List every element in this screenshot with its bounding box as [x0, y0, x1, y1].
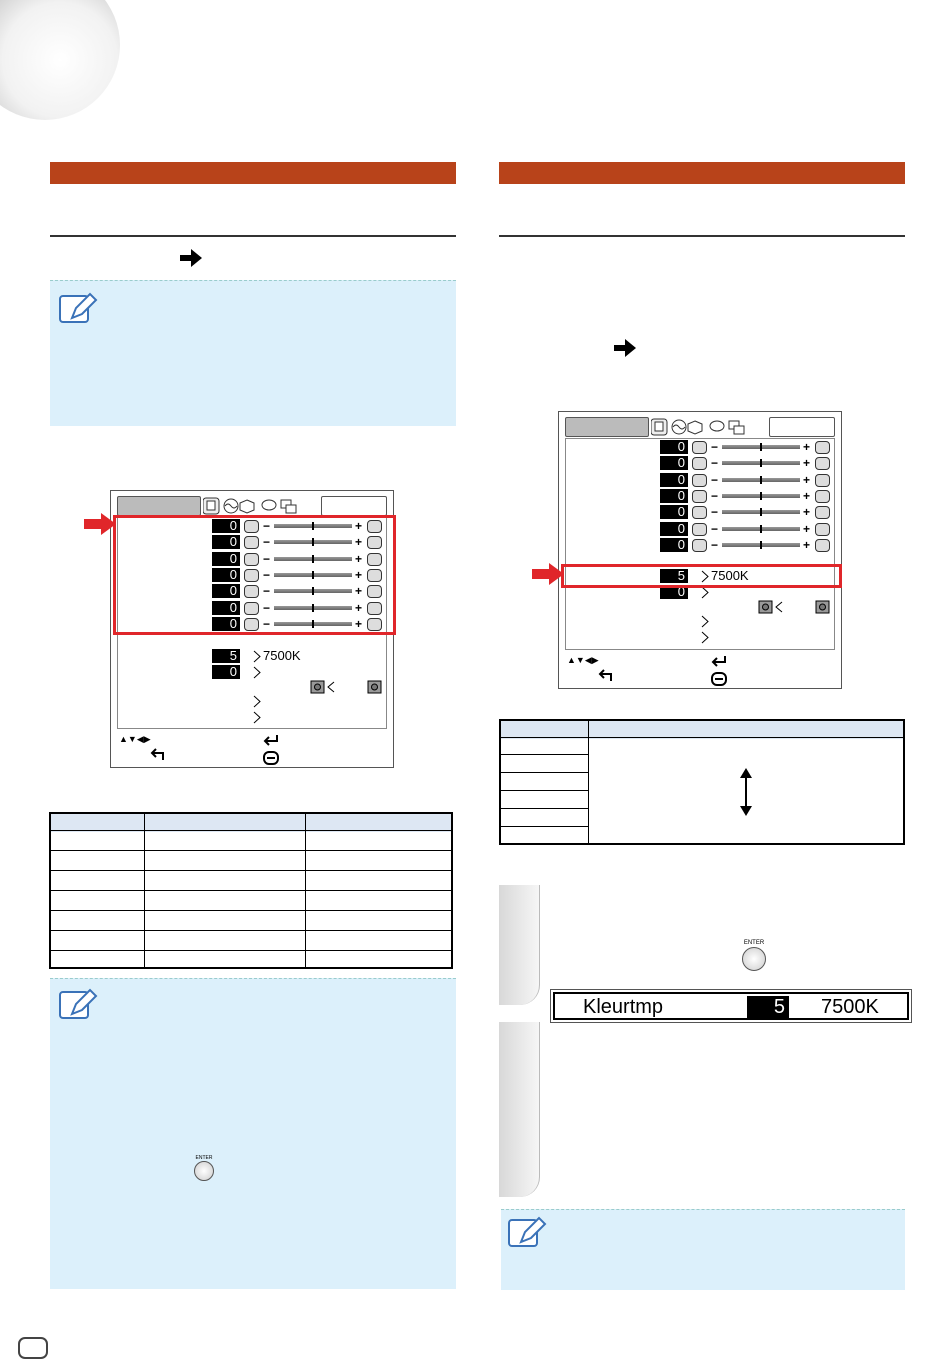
table-row-line — [49, 890, 453, 891]
plus-icon: + — [803, 521, 811, 536]
slider-knob[interactable] — [760, 508, 762, 516]
slider-knob[interactable] — [760, 443, 762, 451]
minus-icon: − — [263, 535, 271, 550]
color-temp-label: 7500K — [711, 568, 749, 583]
adjust-icon — [815, 457, 830, 470]
pencil-note-icon — [507, 1216, 547, 1250]
red-pointer-arrow-icon — [84, 513, 116, 535]
kleur-value[interactable]: 5 — [747, 996, 789, 1018]
adjust-icon — [815, 490, 830, 503]
plus-icon: + — [355, 567, 363, 582]
step-1-tab — [499, 885, 540, 1005]
adjust-icon — [815, 523, 830, 536]
menu-button-icon — [711, 672, 727, 686]
left-section-header — [50, 162, 456, 184]
note-box-1 — [50, 280, 456, 426]
diamond-icon — [700, 631, 710, 644]
table-col-line — [144, 812, 145, 969]
nav-arrows-hint: ▲▼◀▶ — [119, 734, 151, 744]
color-temp-label: 7500K — [263, 648, 301, 663]
table-row-line — [49, 910, 453, 911]
adjust-icon — [815, 474, 830, 487]
menu-row-value[interactable]: 0 — [660, 440, 688, 454]
plus-icon: + — [803, 456, 811, 471]
color-temp-osd-bar — [550, 989, 912, 1023]
minus-icon: − — [711, 537, 719, 552]
red-pointer-arrow-icon — [532, 563, 564, 585]
table-row-line — [499, 790, 588, 791]
osd-mode-box[interactable] — [321, 496, 387, 516]
color-temp-value[interactable]: 5 — [212, 649, 240, 663]
menu-button-icon — [263, 751, 279, 765]
osd-picture-tab[interactable] — [565, 417, 649, 437]
table-row-line — [49, 830, 453, 831]
menu-row-value[interactable]: 0 — [212, 535, 240, 549]
plus-icon: + — [355, 616, 363, 631]
plus-icon: + — [803, 488, 811, 503]
adjust-icon — [692, 457, 707, 470]
kleur-temp: 7500K — [821, 996, 879, 1018]
osd-picture-tab[interactable] — [117, 496, 201, 516]
enter-button-icon — [192, 1155, 216, 1181]
nav-arrows-hint: ▲▼◀▶ — [567, 655, 599, 665]
minus-icon: − — [263, 519, 271, 533]
plus-icon: + — [355, 600, 363, 615]
adjust-icon — [692, 523, 707, 536]
enter-arrow-icon — [263, 734, 279, 746]
osd-tab-icons — [651, 418, 751, 436]
return-arrow-icon — [149, 747, 165, 761]
return-arrow-icon — [597, 668, 613, 682]
extra-value[interactable]: 0 — [212, 665, 240, 679]
page-marker — [18, 1337, 48, 1359]
adjust-icon — [692, 474, 707, 487]
table-row-line — [49, 870, 453, 871]
pencil-note-icon — [58, 292, 98, 326]
table-row-line — [499, 754, 588, 755]
adjust-icon — [692, 506, 707, 519]
slider-knob[interactable] — [760, 492, 762, 500]
minus-icon: − — [263, 567, 271, 582]
corner-circle-decoration — [0, 0, 120, 120]
swap-icon — [758, 600, 788, 614]
plus-icon: + — [803, 537, 811, 552]
menu-row-value[interactable]: 0 — [660, 522, 688, 536]
minus-icon: − — [263, 600, 271, 615]
slider-knob[interactable] — [760, 541, 762, 549]
plus-icon: + — [803, 505, 811, 520]
square-icon — [815, 600, 830, 614]
plus-icon: + — [803, 472, 811, 487]
table-row-line — [49, 950, 453, 951]
minus-icon: − — [711, 440, 719, 454]
plus-icon: + — [803, 440, 811, 454]
diamond-icon — [252, 650, 262, 663]
note-box-3 — [501, 1209, 905, 1290]
adjust-icon — [692, 539, 707, 552]
table-row-line — [499, 826, 588, 827]
table-row-line — [49, 850, 453, 851]
osd-mode-box[interactable] — [769, 417, 835, 437]
pencil-note-icon — [58, 988, 98, 1022]
adjust-icon — [692, 490, 707, 503]
adjust-icon — [815, 539, 830, 552]
enter-arrow-icon — [711, 655, 727, 667]
step-2-tab — [499, 1022, 540, 1197]
diamond-icon — [700, 615, 710, 628]
slider-knob[interactable] — [760, 476, 762, 484]
menu-row-value[interactable]: 0 — [660, 538, 688, 552]
menu-row-value[interactable]: 0 — [212, 601, 240, 615]
menu-row-value[interactable]: 0 — [660, 456, 688, 470]
adjust-icon — [815, 506, 830, 519]
arrow-right-icon — [614, 339, 636, 357]
note-box-2 — [50, 978, 456, 1289]
extra-value[interactable]: 0 — [660, 585, 688, 599]
plus-icon: + — [355, 551, 363, 566]
left-rule — [50, 235, 456, 237]
minus-icon: − — [711, 521, 719, 536]
plus-icon: + — [355, 584, 363, 599]
osd-tab-icons — [203, 497, 303, 515]
menu-row-value[interactable]: 0 — [212, 519, 240, 533]
enter-label: ENTER — [195, 1155, 213, 1161]
highlight-frame — [561, 564, 842, 588]
diamond-icon — [252, 695, 262, 708]
enter-label: ENTER — [743, 940, 765, 946]
menu-row-value[interactable]: 0 — [660, 473, 688, 487]
right-rule — [499, 235, 905, 237]
plus-icon: + — [355, 535, 363, 550]
menu-row-value[interactable]: 0 — [212, 552, 240, 566]
menu-row-value[interactable]: 0 — [660, 489, 688, 503]
menu-row-value[interactable]: 0 — [660, 505, 688, 519]
menu-row-value[interactable]: 0 — [212, 584, 240, 598]
table-row-line — [499, 772, 588, 773]
minus-icon: − — [263, 551, 271, 566]
plus-icon: + — [355, 519, 363, 533]
minus-icon: − — [711, 505, 719, 520]
table-col-line — [588, 719, 589, 845]
color-temp-value[interactable]: 5 — [660, 569, 688, 583]
slider-knob[interactable] — [760, 459, 762, 467]
minus-icon: − — [711, 472, 719, 487]
minus-icon: − — [711, 456, 719, 471]
diamond-icon — [252, 666, 262, 679]
right-section-header — [499, 162, 905, 184]
enter-button-icon — [740, 940, 768, 972]
minus-icon: − — [263, 616, 271, 631]
up-down-arrow-icon — [739, 768, 753, 816]
menu-row-value[interactable]: 0 — [212, 568, 240, 582]
table-row-line — [499, 808, 588, 809]
menu-row-value[interactable]: 0 — [212, 617, 240, 631]
table-row-line — [499, 737, 905, 738]
minus-icon: − — [711, 488, 719, 503]
adjust-icon — [815, 441, 830, 454]
slider-knob[interactable] — [760, 525, 762, 533]
table-row-line — [49, 930, 453, 931]
diamond-icon — [252, 711, 262, 724]
minus-icon: − — [263, 584, 271, 599]
kleur-label: Kleurtmp — [583, 996, 664, 1018]
square-icon — [367, 680, 382, 694]
adjust-icon — [692, 441, 707, 454]
swap-icon — [310, 680, 340, 694]
highlight-frame — [113, 515, 396, 635]
table-col-line — [305, 812, 306, 969]
arrow-right-icon — [180, 249, 202, 267]
